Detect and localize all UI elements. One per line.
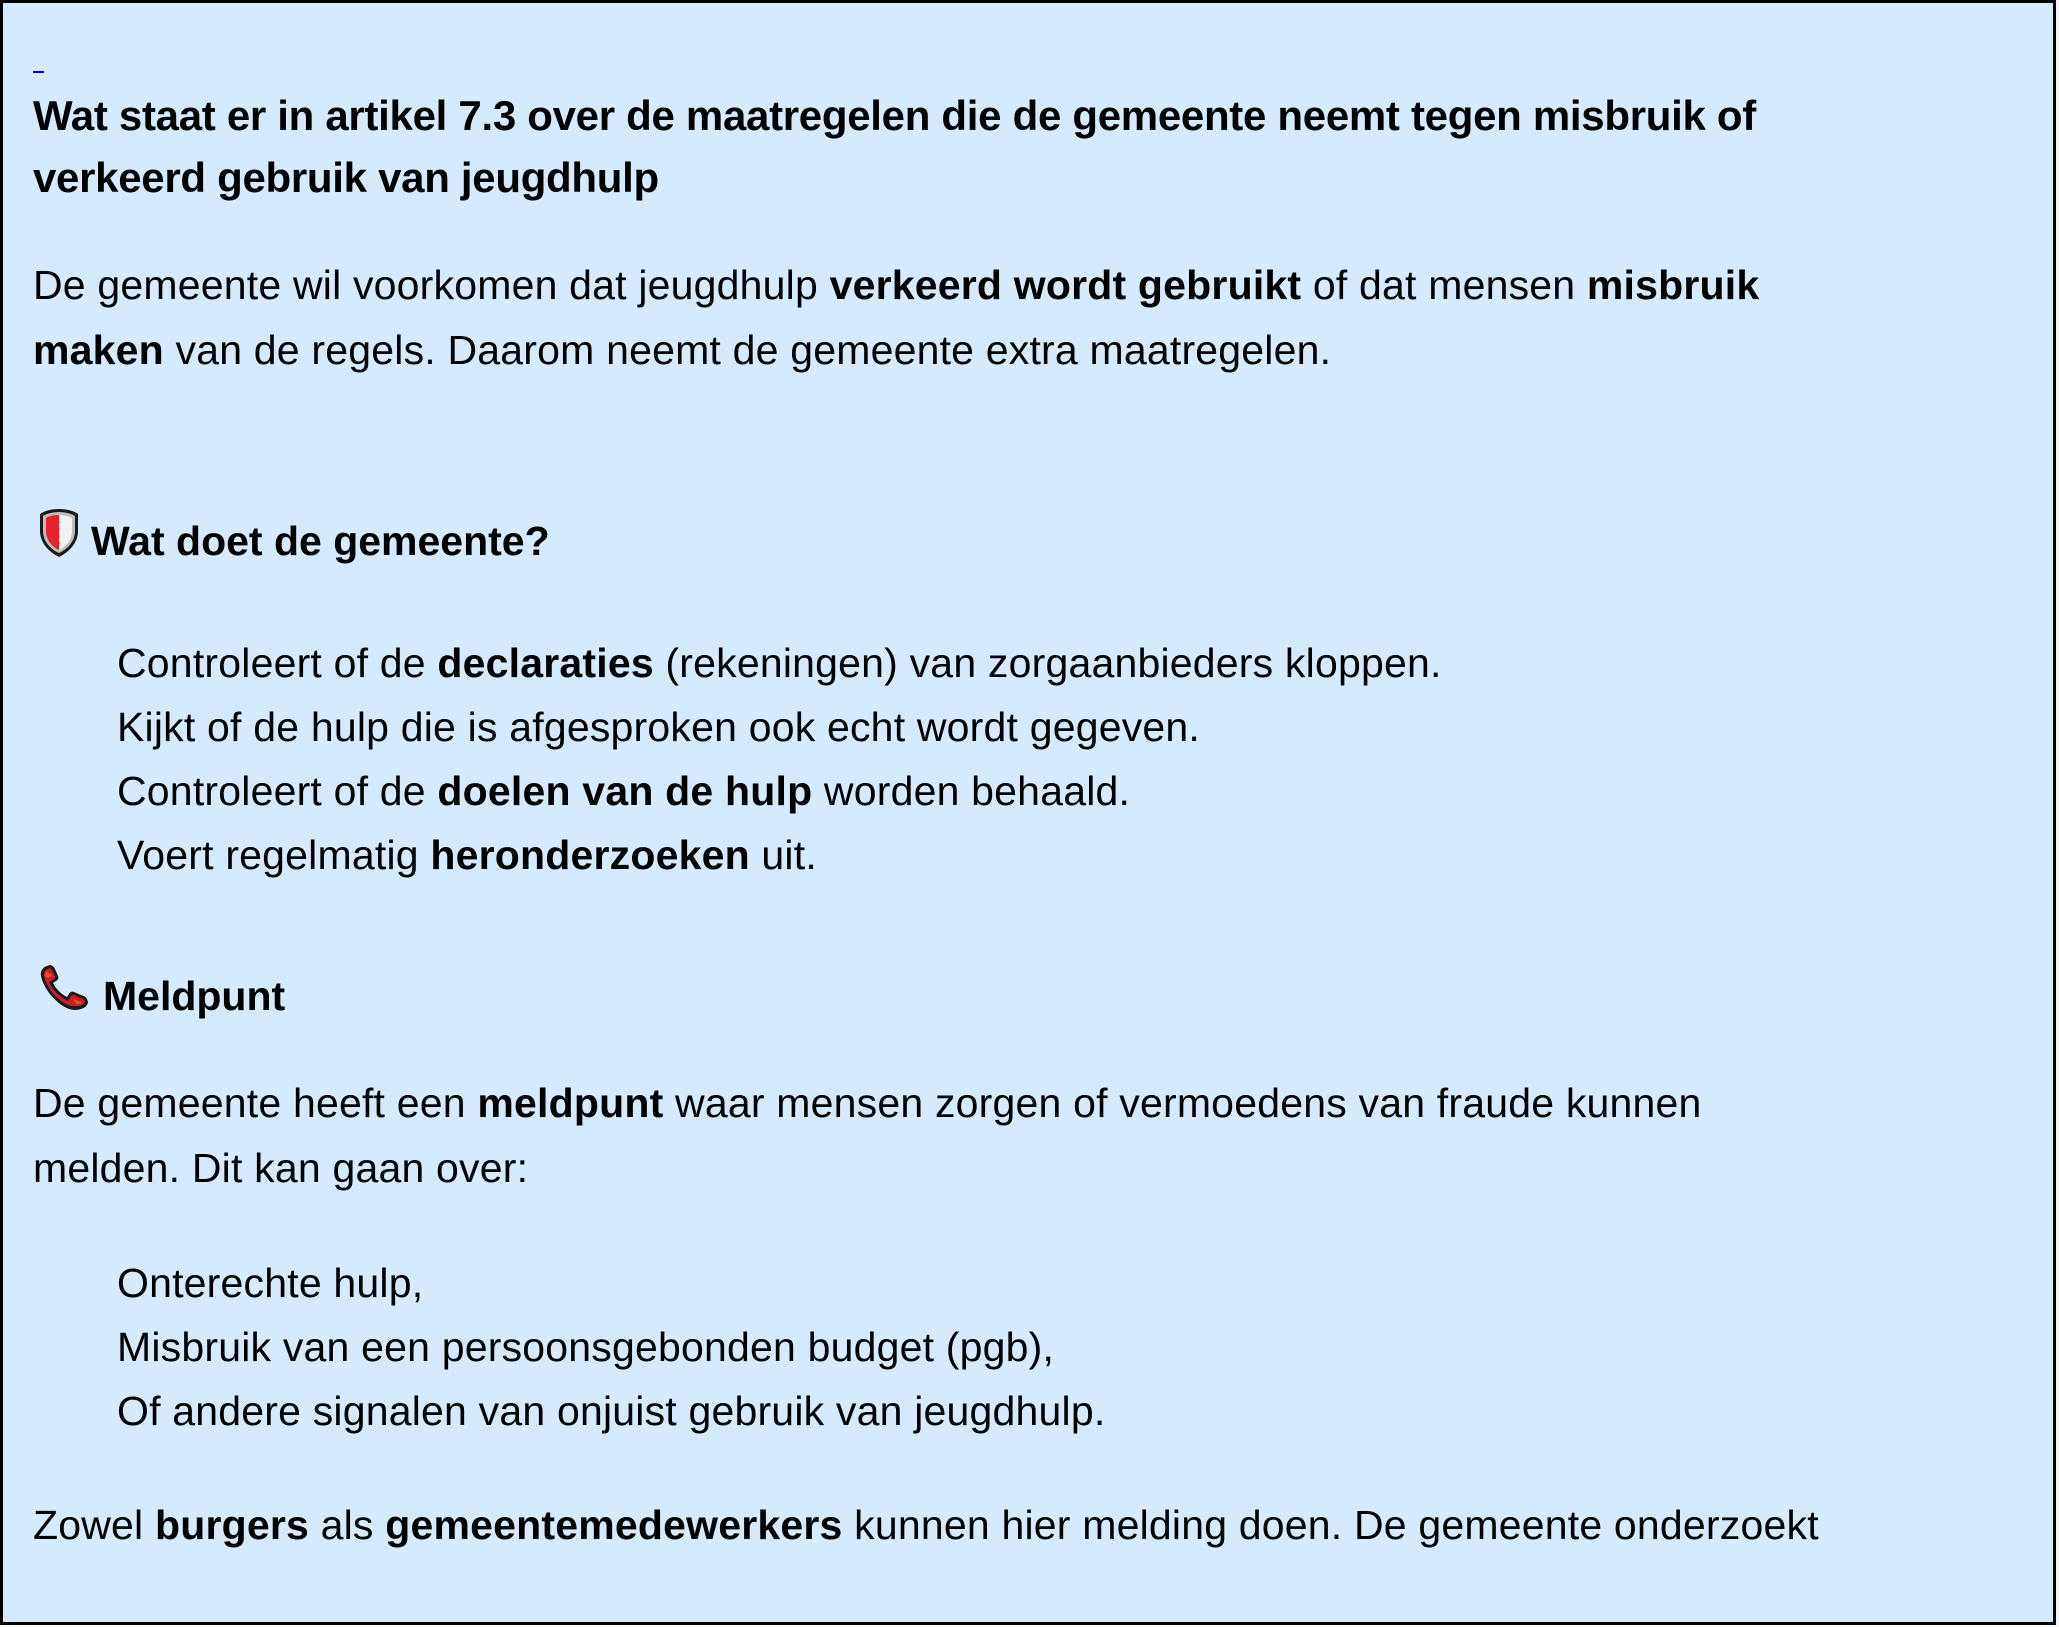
item-text: Voert regelmatig (117, 832, 431, 878)
list-item (117, 631, 1442, 695)
section-heading-wat-doet (37, 507, 550, 575)
intro-bold-text: misbruik (1586, 262, 1760, 308)
list-item (117, 759, 1442, 823)
item-text: Kijkt of de hulp die is afgesproken ook echt wordt gegeven. (117, 704, 1201, 750)
para-bold-text: meldpunt (477, 1080, 664, 1126)
para-bold-text: gemeentemedewerkers (385, 1502, 843, 1548)
shield-icon (37, 507, 81, 575)
para-text: De gemeente heeft een (33, 1080, 478, 1126)
intro-line-2 (33, 318, 1759, 383)
para-text: Zowel (33, 1502, 155, 1548)
section-heading-text: Meldpunt (103, 973, 286, 1019)
section-heading-text: Wat doet de gemeente? (91, 518, 550, 564)
para-bold-text: burgers (154, 1502, 310, 1548)
para-text: waar mensen zorgen of vermoedens van fraude kunnen (663, 1080, 1702, 1126)
list-item (117, 823, 1442, 887)
title-line-2: verkeerd gebruik van jeugdhulp (33, 154, 659, 201)
intro-bold-text: verkeerd wordt gebruikt (829, 262, 1302, 308)
phone-icon (37, 962, 93, 1030)
item-bold-text: doelen van de hulp (437, 768, 813, 814)
item-text: Controleert of de (117, 640, 438, 686)
para-text: kunnen hier melding doen. De gemeente onderzoekt (842, 1502, 1819, 1548)
empty-link-marker[interactable] (33, 71, 44, 73)
item-text: uit. (749, 832, 817, 878)
item-bold-text: heronderzoeken (430, 832, 750, 878)
intro-line-1 (33, 253, 1759, 318)
meldpunt-line-2: melden. Dit kan gaan over: (33, 1145, 529, 1191)
para-text: als (309, 1502, 386, 1548)
meldpunt-paragraph (33, 1071, 1702, 1201)
list-item: Misbruik van een persoonsgebonden budget (pgb), (117, 1324, 1055, 1370)
item-text: Controleert of de (117, 768, 438, 814)
item-bold-text: declaraties (437, 640, 654, 686)
closing-paragraph (33, 1493, 1819, 1558)
section-heading-meldpunt (37, 962, 285, 1030)
intro-text: De gemeente wil voorkomen dat jeugdhulp (33, 262, 830, 308)
intro-text: van de regels. Daarom neemt de gemeente extra maatregelen. (163, 327, 1332, 373)
list-item: Of andere signalen van onjuist gebruik van jeugdhulp. (117, 1388, 1106, 1434)
item-text: (rekeningen) van zorgaanbieders kloppen. (653, 640, 1442, 686)
intro-text: of dat mensen (1301, 262, 1587, 308)
measures-list (117, 631, 1442, 887)
closing-line (33, 1493, 1819, 1558)
item-text: worden behaald. (812, 768, 1131, 814)
intro-paragraph (33, 253, 1759, 383)
report-topics-list (117, 1251, 1105, 1443)
title-line-1: Wat staat er in artikel 7.3 over de maatregelen die de gemeente neemt tegen misbruik of (33, 92, 1756, 139)
list-item (117, 695, 1442, 759)
meldpunt-line-1 (33, 1071, 1702, 1136)
list-item: Onterechte hulp, (117, 1260, 424, 1306)
page-title (33, 85, 1756, 209)
intro-bold-text: maken (33, 327, 164, 373)
